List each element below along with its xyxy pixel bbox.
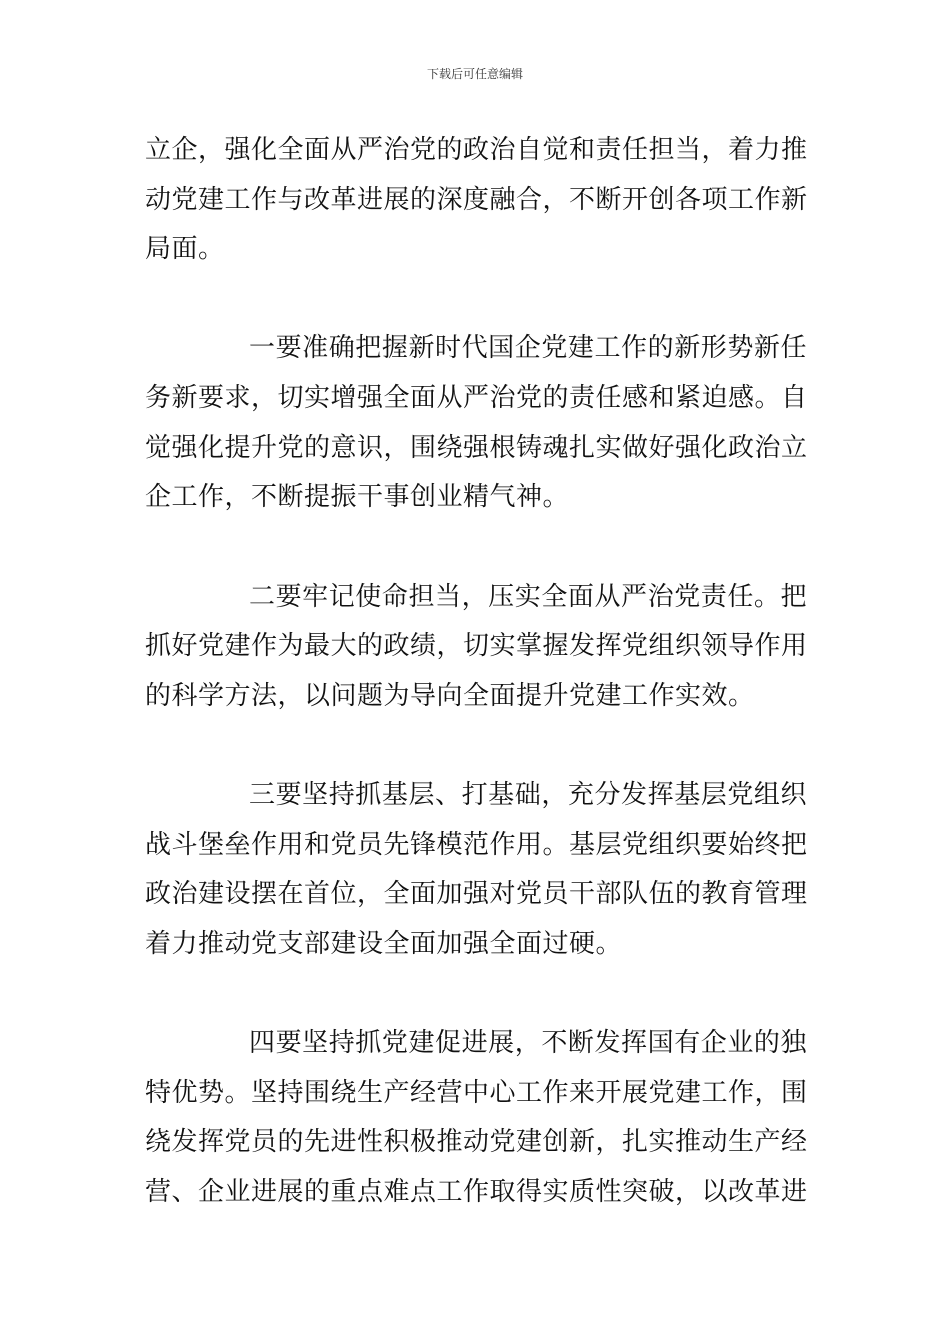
paragraph-line: 一要准确把握新时代国企党建工作的新形势新任 [249,333,807,363]
paragraph-line: 抓好党建作为最大的政绩，切实掌握发挥党组织领导作用 [145,631,808,661]
paragraph-line: 务新要求，切实增强全面从严治党的责任感和紧迫感。自 [145,383,808,413]
paragraph-line: 战斗堡垒作用和党员先锋模范作用。基层党组织要始终把 [145,830,808,860]
page-header: 下载后可任意编辑 [426,67,523,81]
paragraph-line: 三要坚持抓基层、打基础，充分发挥基层党组织 [249,780,807,810]
paragraph-line: 的科学方法，以问题为导向全面提升党建工作实效。 [145,681,755,711]
paragraph-line: 营、企业进展的重点难点工作取得实质性突破，以改革进 [145,1177,808,1207]
paragraph-line: 特优势。坚持围绕生产经营中心工作来开展党建工作，围 [145,1078,808,1108]
paragraph-line: 立企，强化全面从严治党的政治自觉和责任担当，着力推 [145,135,808,165]
paragraph-line: 企工作，不断提振干事创业精气神。 [145,482,570,512]
paragraph-line: 政治建设摆在首位，全面加强对党员干部队伍的教育管理 [145,879,808,909]
paragraph-line: 动党建工作与改革进展的深度融合，不断开创各项工作新 [145,185,808,215]
paragraph-line: 四要坚持抓党建促进展，不断发挥国有企业的独 [249,1028,807,1058]
paragraph-line: 二要牢记使命担当，压实全面从严治党责任。把 [249,582,807,612]
paragraph-line: 局面。 [145,234,225,264]
paragraph-line: 觉强化提升党的意识，围绕强根铸魂扎实做好强化政治立 [145,433,808,463]
paragraph-line: 着力推动党支部建设全面加强全面过硬。 [145,929,623,959]
paragraph-line: 绕发挥党员的先进性积极推动党建创新，扎实推动生产经 [145,1127,808,1157]
